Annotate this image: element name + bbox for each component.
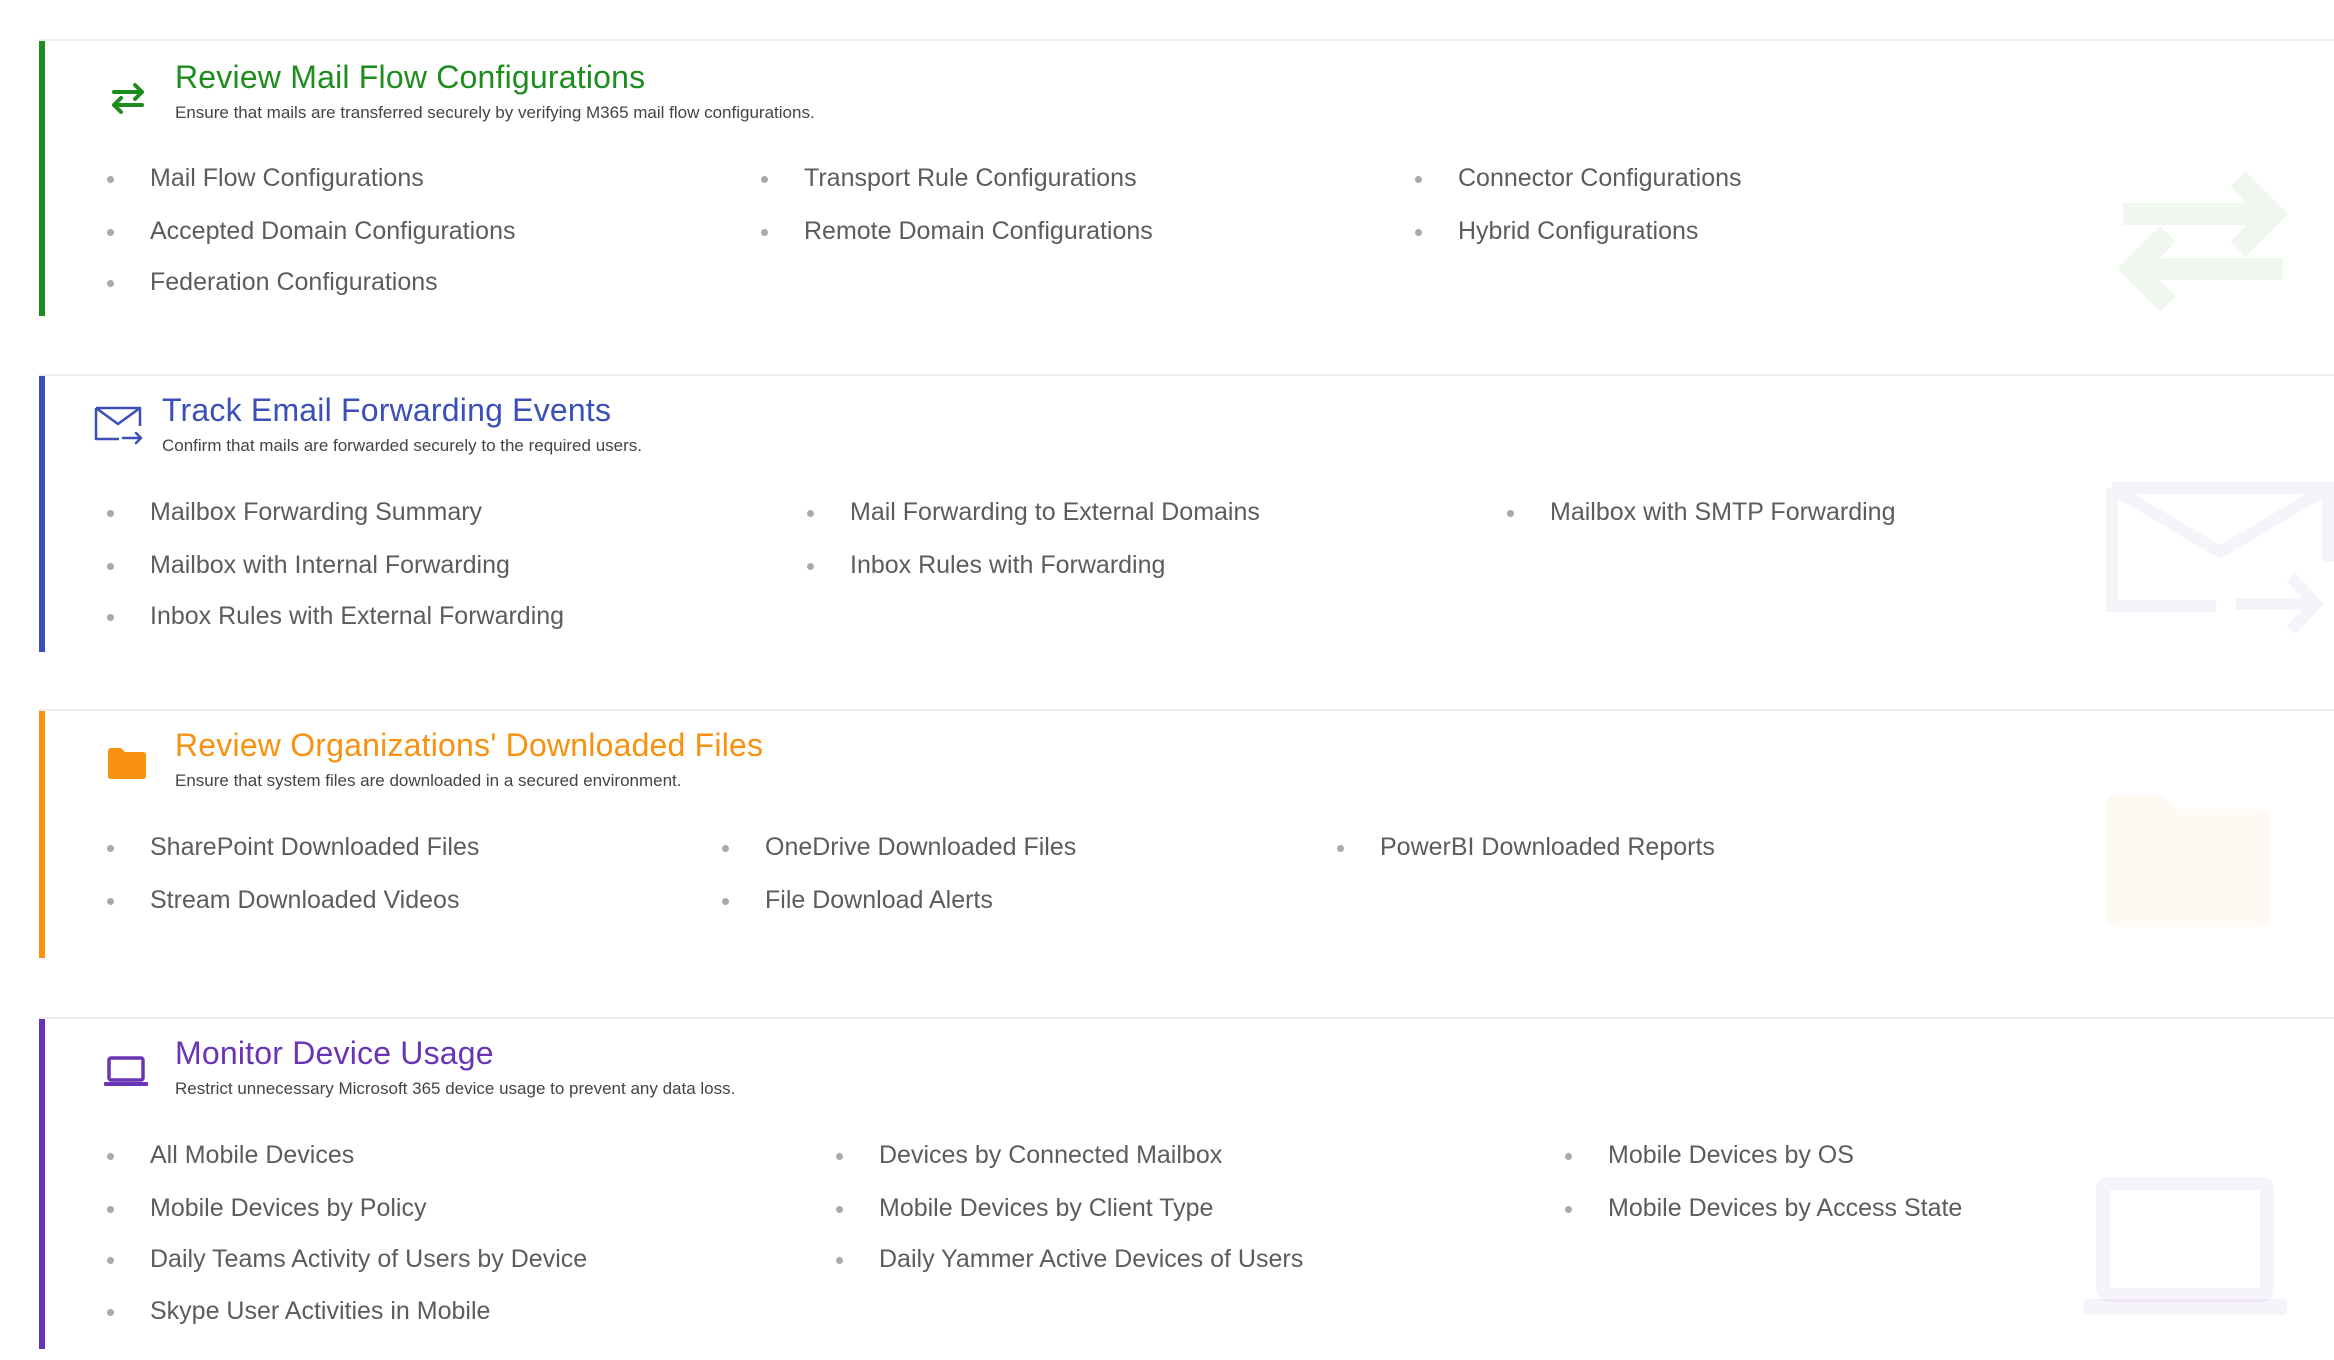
report-link-hybrid-configurations[interactable]: Hybrid Configurations xyxy=(1415,217,1698,246)
laptop-watermark-icon xyxy=(2083,1177,2287,1317)
report-link-daily-yammer-active-devices[interactable]: Daily Yammer Active Devices of Users xyxy=(836,1245,1303,1274)
report-link-stream-downloaded-videos[interactable]: Stream Downloaded Videos xyxy=(107,886,459,915)
report-link-sharepoint-downloaded-files[interactable]: SharePoint Downloaded Files xyxy=(107,833,479,862)
mail-forward-icon xyxy=(93,404,145,448)
report-link-mobile-devices-by-os[interactable]: Mobile Devices by OS xyxy=(1565,1141,1854,1170)
report-link-mobile-devices-by-policy[interactable]: Mobile Devices by Policy xyxy=(107,1194,427,1223)
report-link-mobile-devices-by-access-state[interactable]: Mobile Devices by Access State xyxy=(1565,1194,1962,1223)
section-title: Track Email Forwarding Events xyxy=(162,392,612,428)
report-link-daily-teams-activity-by-device[interactable]: Daily Teams Activity of Users by Device xyxy=(107,1245,587,1274)
report-link-accepted-domain-configurations[interactable]: Accepted Domain Configurations xyxy=(107,217,515,246)
section-accent-bar xyxy=(39,376,45,652)
section-accent-bar xyxy=(39,41,45,316)
report-link-mobile-devices-by-client-type[interactable]: Mobile Devices by Client Type xyxy=(836,1194,1213,1223)
report-link-file-download-alerts[interactable]: File Download Alerts xyxy=(722,886,993,915)
report-link-all-mobile-devices[interactable]: All Mobile Devices xyxy=(107,1141,354,1170)
report-link-federation-configurations[interactable]: Federation Configurations xyxy=(107,268,438,297)
report-link-remote-domain-configurations[interactable]: Remote Domain Configurations xyxy=(761,217,1153,246)
section-mail-flow xyxy=(39,39,2334,314)
section-title: Monitor Device Usage xyxy=(175,1035,494,1071)
report-link-mail-forwarding-external-domains[interactable]: Mail Forwarding to External Domains xyxy=(807,498,1260,527)
mail-forward-watermark-icon xyxy=(2106,482,2334,652)
folder-watermark-icon xyxy=(2102,791,2274,931)
section-device-usage xyxy=(39,1017,2334,1347)
section-subtitle: Ensure that system files are downloaded in a secured environment. xyxy=(175,771,682,790)
report-link-mail-flow-configurations[interactable]: Mail Flow Configurations xyxy=(107,164,424,193)
section-title: Review Mail Flow Configurations xyxy=(175,59,646,95)
report-link-devices-by-connected-mailbox[interactable]: Devices by Connected Mailbox xyxy=(836,1141,1222,1170)
section-email-forwarding xyxy=(39,374,2334,650)
section-accent-bar xyxy=(39,1019,45,1349)
report-link-inbox-rules-forwarding[interactable]: Inbox Rules with Forwarding xyxy=(807,551,1165,580)
laptop-icon xyxy=(102,1055,150,1089)
report-link-mailbox-smtp-forwarding[interactable]: Mailbox with SMTP Forwarding xyxy=(1507,498,1895,527)
section-accent-bar xyxy=(39,711,45,958)
report-link-mailbox-forwarding-summary[interactable]: Mailbox Forwarding Summary xyxy=(107,498,482,527)
report-link-onedrive-downloaded-files[interactable]: OneDrive Downloaded Files xyxy=(722,833,1076,862)
arrows-exchange-watermark-icon xyxy=(2103,159,2303,319)
section-downloaded-files xyxy=(39,709,2334,956)
report-link-skype-user-activities-mobile[interactable]: Skype User Activities in Mobile xyxy=(107,1297,490,1326)
report-link-inbox-rules-external-forwarding[interactable]: Inbox Rules with External Forwarding xyxy=(107,602,564,631)
section-subtitle: Restrict unnecessary Microsoft 365 device usage to prevent any data loss. xyxy=(175,1079,736,1098)
arrows-exchange-icon xyxy=(106,77,150,117)
report-link-transport-rule-configurations[interactable]: Transport Rule Configurations xyxy=(761,164,1137,193)
section-subtitle: Ensure that mails are transferred securely by verifying M365 mail flow configurations. xyxy=(175,103,815,122)
report-link-mailbox-internal-forwarding[interactable]: Mailbox with Internal Forwarding xyxy=(107,551,510,580)
report-link-connector-configurations[interactable]: Connector Configurations xyxy=(1415,164,1742,193)
folder-icon xyxy=(106,745,148,781)
section-subtitle: Confirm that mails are forwarded securely to the required users. xyxy=(162,436,642,455)
report-link-powerbi-downloaded-reports[interactable]: PowerBI Downloaded Reports xyxy=(1337,833,1715,862)
section-title: Review Organizations' Downloaded Files xyxy=(175,727,764,763)
